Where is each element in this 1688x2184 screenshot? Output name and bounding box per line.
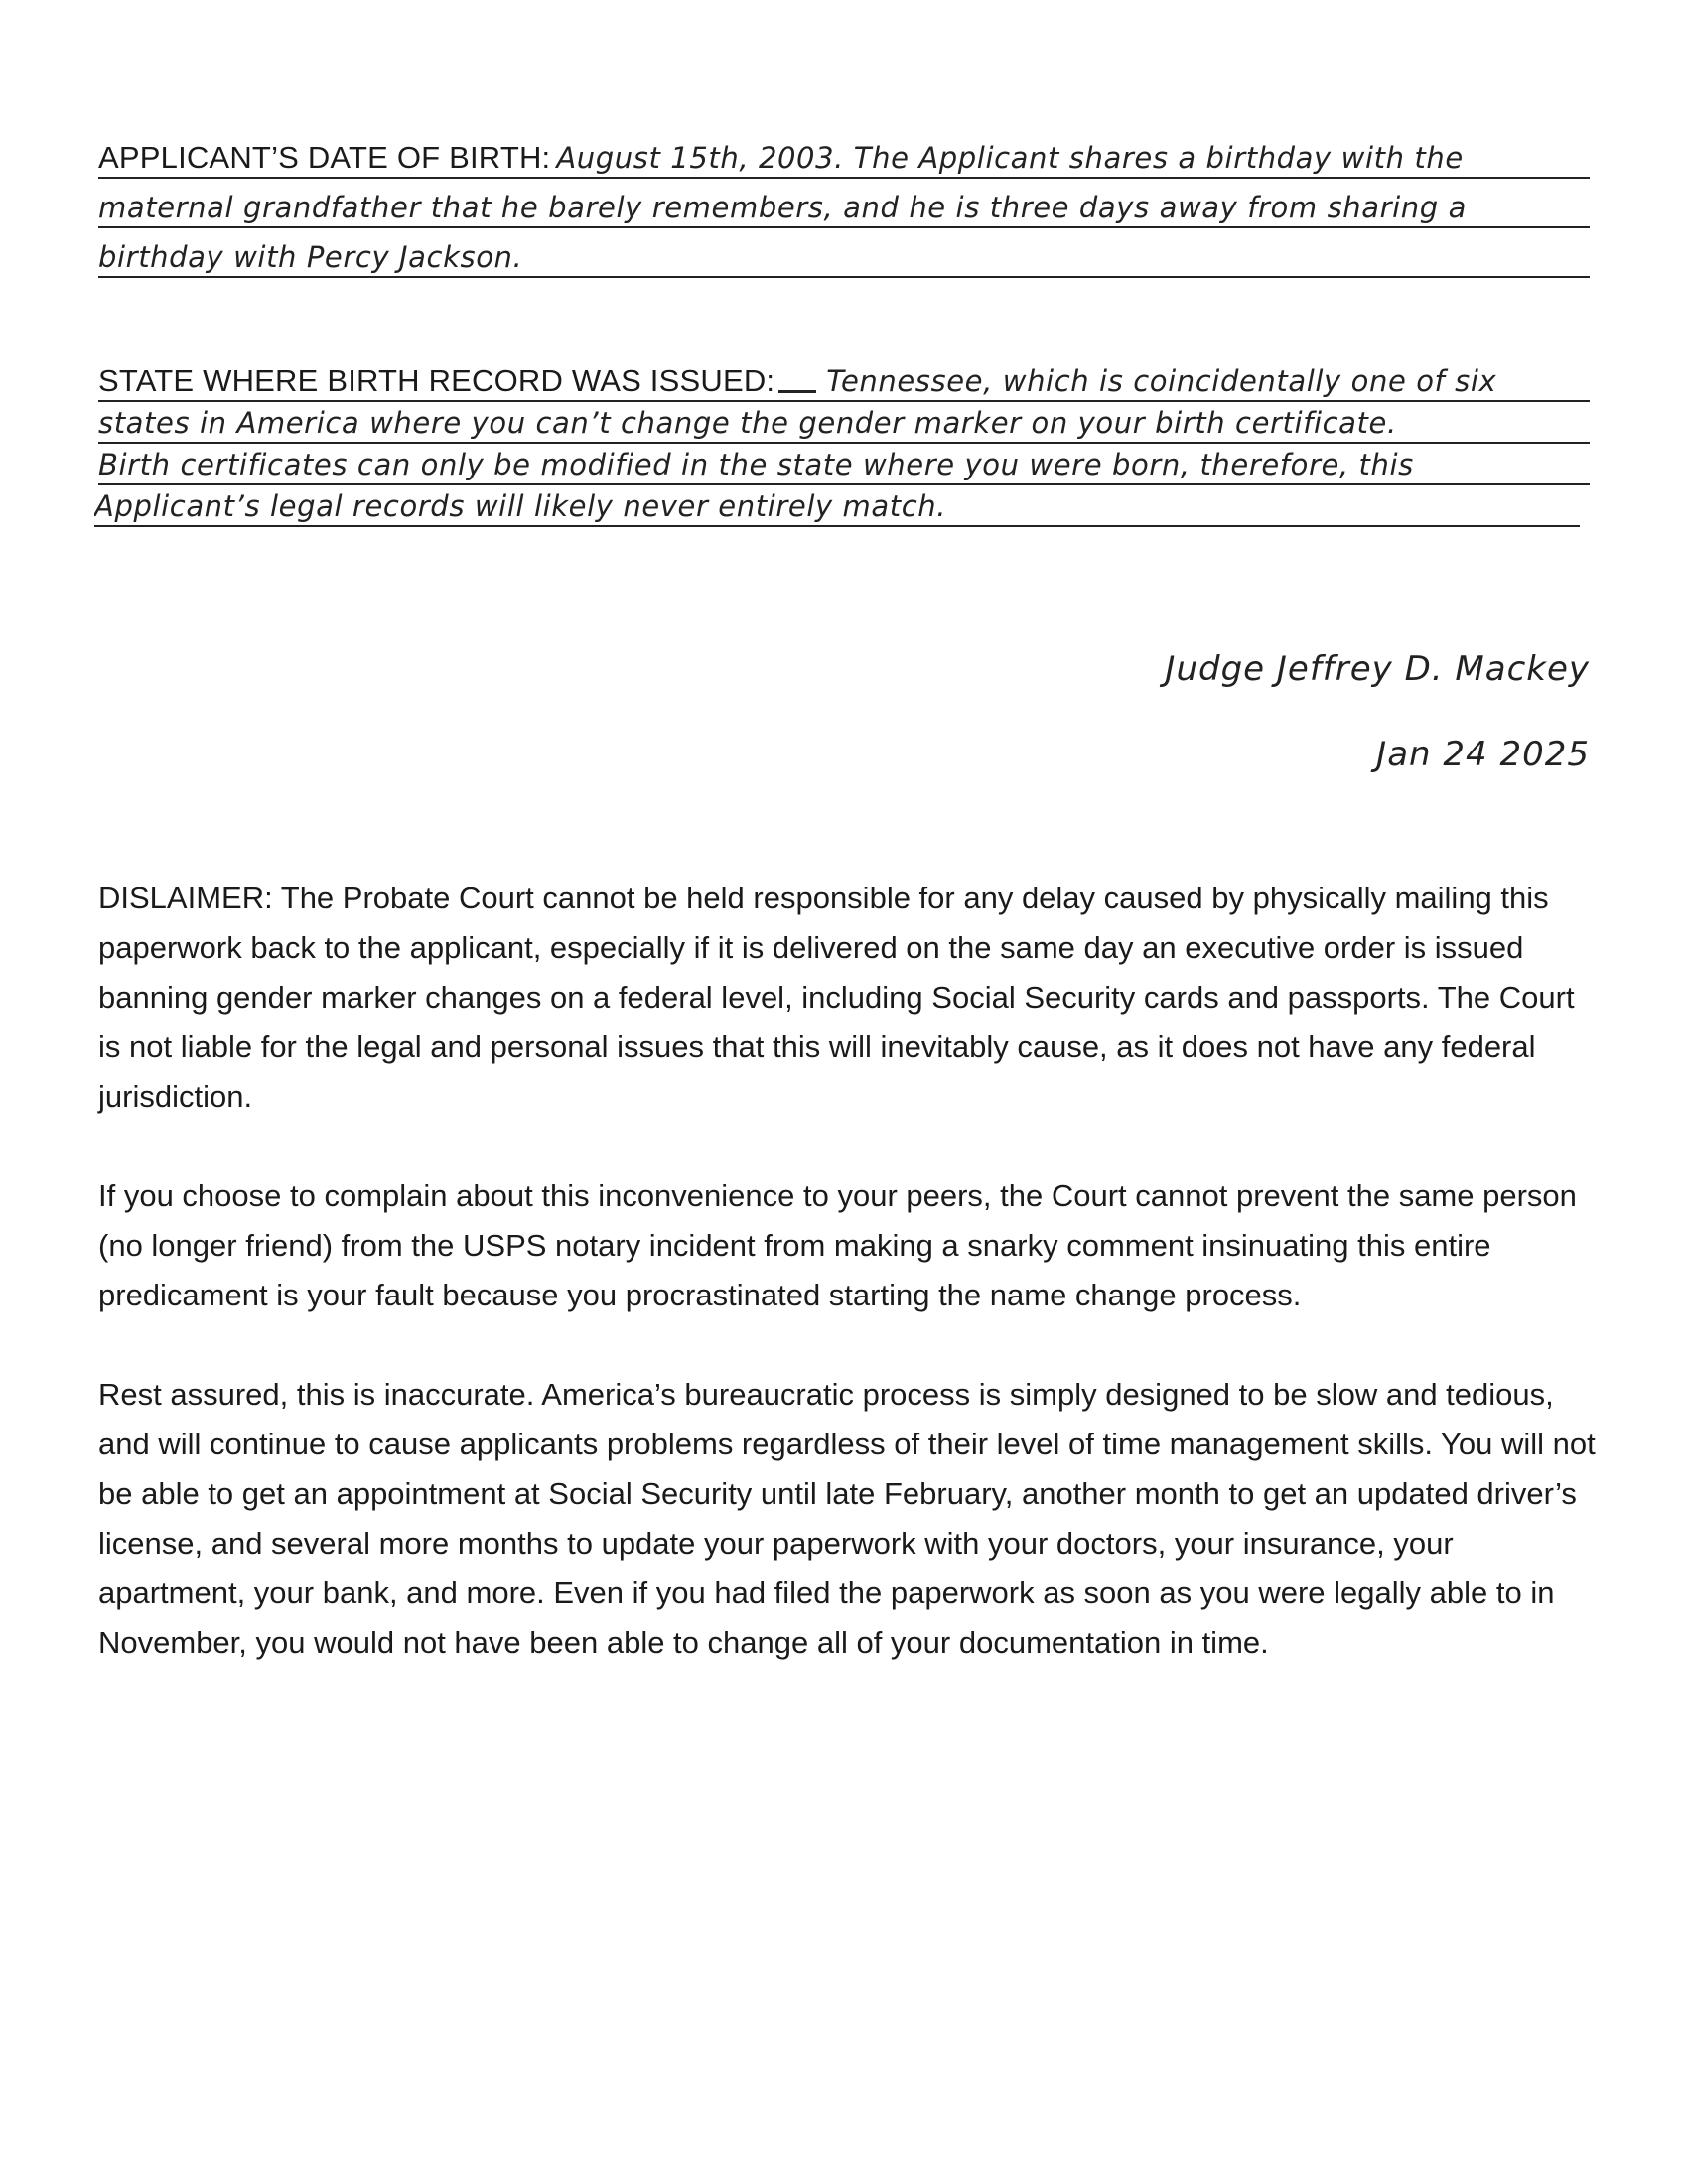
judge-signature: Judge Jeffrey D. Mackey	[1165, 649, 1590, 689]
dob-label: APPLICANT’S DATE OF BIRTH:	[98, 140, 551, 175]
state-line-4	[94, 485, 1580, 527]
date-of-birth-field	[98, 137, 1590, 286]
state-label: STATE WHERE BIRTH RECORD WAS ISSUED:	[98, 363, 775, 398]
state-handwritten-line: Birth certificates can only be modified in the state where you were born, therefore, this	[98, 448, 1414, 481]
disclaimer-paragraph: Rest assured, this is inaccurate. America’s bureaucratic process is simply designed to be slow and tedious, and will continue to cause applicants problems regardless of their level of time management skills. You will not be able to get an appointment at Social Security until late February, another month to get an updated driver’s license, and several more months to update your paperwork with your doctors, your insurance, your apartment, your bank, and more. Even if you had filed the paperwork as soon as you were legally able to in November, you would not have been able to change all of your documentation in time.	[98, 1377, 1596, 1660]
dob-line-2	[98, 187, 1590, 228]
signature-date: Jan 24 2025	[1376, 735, 1590, 774]
state-blank-underline	[778, 390, 816, 393]
state-handwritten-line: Applicant’s legal records will likely never entirely match.	[94, 489, 947, 523]
disclaimer-paragraph: DISLAIMER: The Probate Court cannot be held responsible for any delay caused by physically mailing this paperwork back to the applicant, especially if it is delivered on the same day an executive order is issued banning gender marker changes on a federal level, including Social Security cards and passports. The Court is not liable for the legal and personal issues that this will inevitably cause, as it does not have any federal jurisdiction.	[98, 881, 1575, 1114]
disclaimer-paragraph: If you choose to complain about this inconvenience to your peers, the Court cannot prevent the same person (no longer friend) from the USPS notary incident from making a snarky comment insinuating this entire predicament is your fault because you procrastinated starting the name change process.	[98, 1178, 1577, 1312]
dob-handwritten-line: August 15th, 2003. The Applicant shares a birthday with the	[556, 141, 1464, 175]
dob-line-1	[98, 137, 1590, 179]
birth-state-field	[94, 360, 1590, 529]
state-line-1	[98, 360, 1590, 402]
dob-handwritten-line: birthday with Percy Jackson.	[98, 240, 523, 274]
state-handwritten-line: Tennessee, which is coincidentally one of six	[826, 364, 1497, 398]
dob-line-3	[98, 236, 1590, 278]
state-handwritten-line: states in America where you can’t change the gender marker on your birth certificate.	[98, 406, 1397, 440]
state-line-3	[98, 444, 1590, 485]
dob-handwritten-line: maternal grandfather that he barely remembers, and he is three days away from sharing a	[98, 191, 1467, 224]
state-line-2	[98, 402, 1590, 444]
